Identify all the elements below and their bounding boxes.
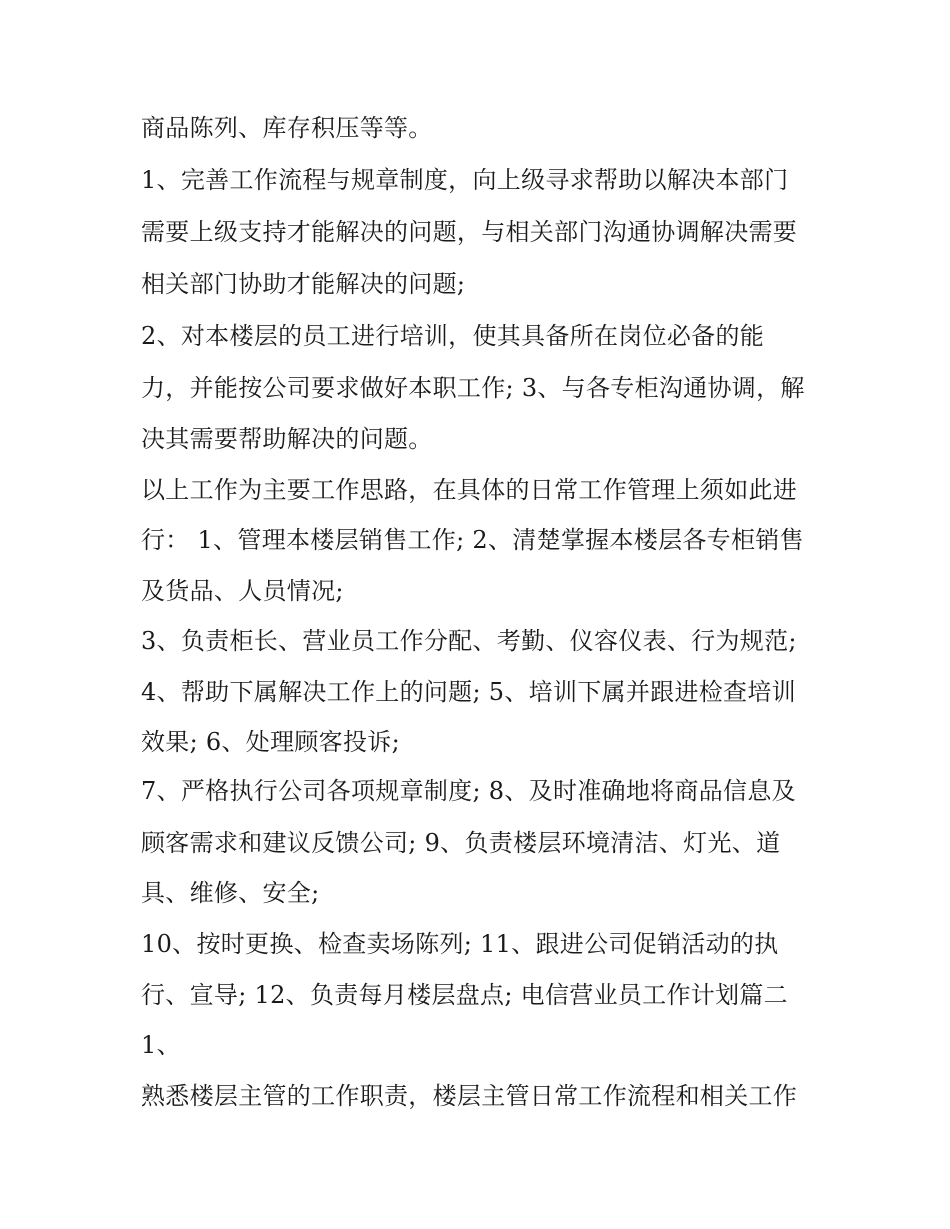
text-line: 行： 1、管理本楼层销售工作; 2、清楚掌握本楼层各专柜销售 [141,526,804,554]
text-line: 决其需要帮助解决的问题。 [141,425,433,453]
text-line: 商品陈列、库存积压等等。 [141,114,433,142]
text-line: 具、维修、安全; [141,879,320,907]
text-line: 10、按时更换、检查卖场陈列; 11、跟进公司促销活动的执 [141,930,779,958]
text-line: 以上工作为主要工作思路，在具体的日常工作管理上须如此进 [141,476,798,504]
text-line: 4、帮助下属解决工作上的问题; 5、培训下属并跟进检查培训 [141,678,796,706]
text-line: 1、 [141,1031,181,1059]
text-line: 1、完善工作流程与规章制度，向上级寻求帮助以解决本部门 [141,166,789,194]
text-line: 熟悉楼层主管的工作职责，楼层主管日常工作流程和相关工作 [141,1082,798,1110]
text-line: 相关部门协助才能解决的问题; [141,270,466,298]
text-line: 顾客需求和建议反馈公司; 9、负责楼层环境清洁、灯光、道 [141,829,781,857]
text-line: 需要上级支持才能解决的问题，与相关部门沟通协调解决需要 [141,218,798,246]
text-line: 效果; 6、处理顾客投诉; [141,728,400,756]
text-line: 及货品、人员情况; [141,577,344,605]
text-line: 3、负责柜长、营业员工作分配、考勤、仪容仪表、行为规范; [141,627,797,655]
text-line: 行、宣导; 12、负责每月楼层盘点; 电信营业员工作计划篇二 [141,981,788,1009]
text-line: 力，并能按公司要求做好本职工作; 3、与各专柜沟通协调，解 [141,374,805,402]
text-line: 7、严格执行公司各项规章制度; 8、及时准确地将商品信息及 [141,777,796,805]
text-line: 2、对本楼层的员工进行培训，使其具备所在岗位必备的能 [141,322,765,350]
